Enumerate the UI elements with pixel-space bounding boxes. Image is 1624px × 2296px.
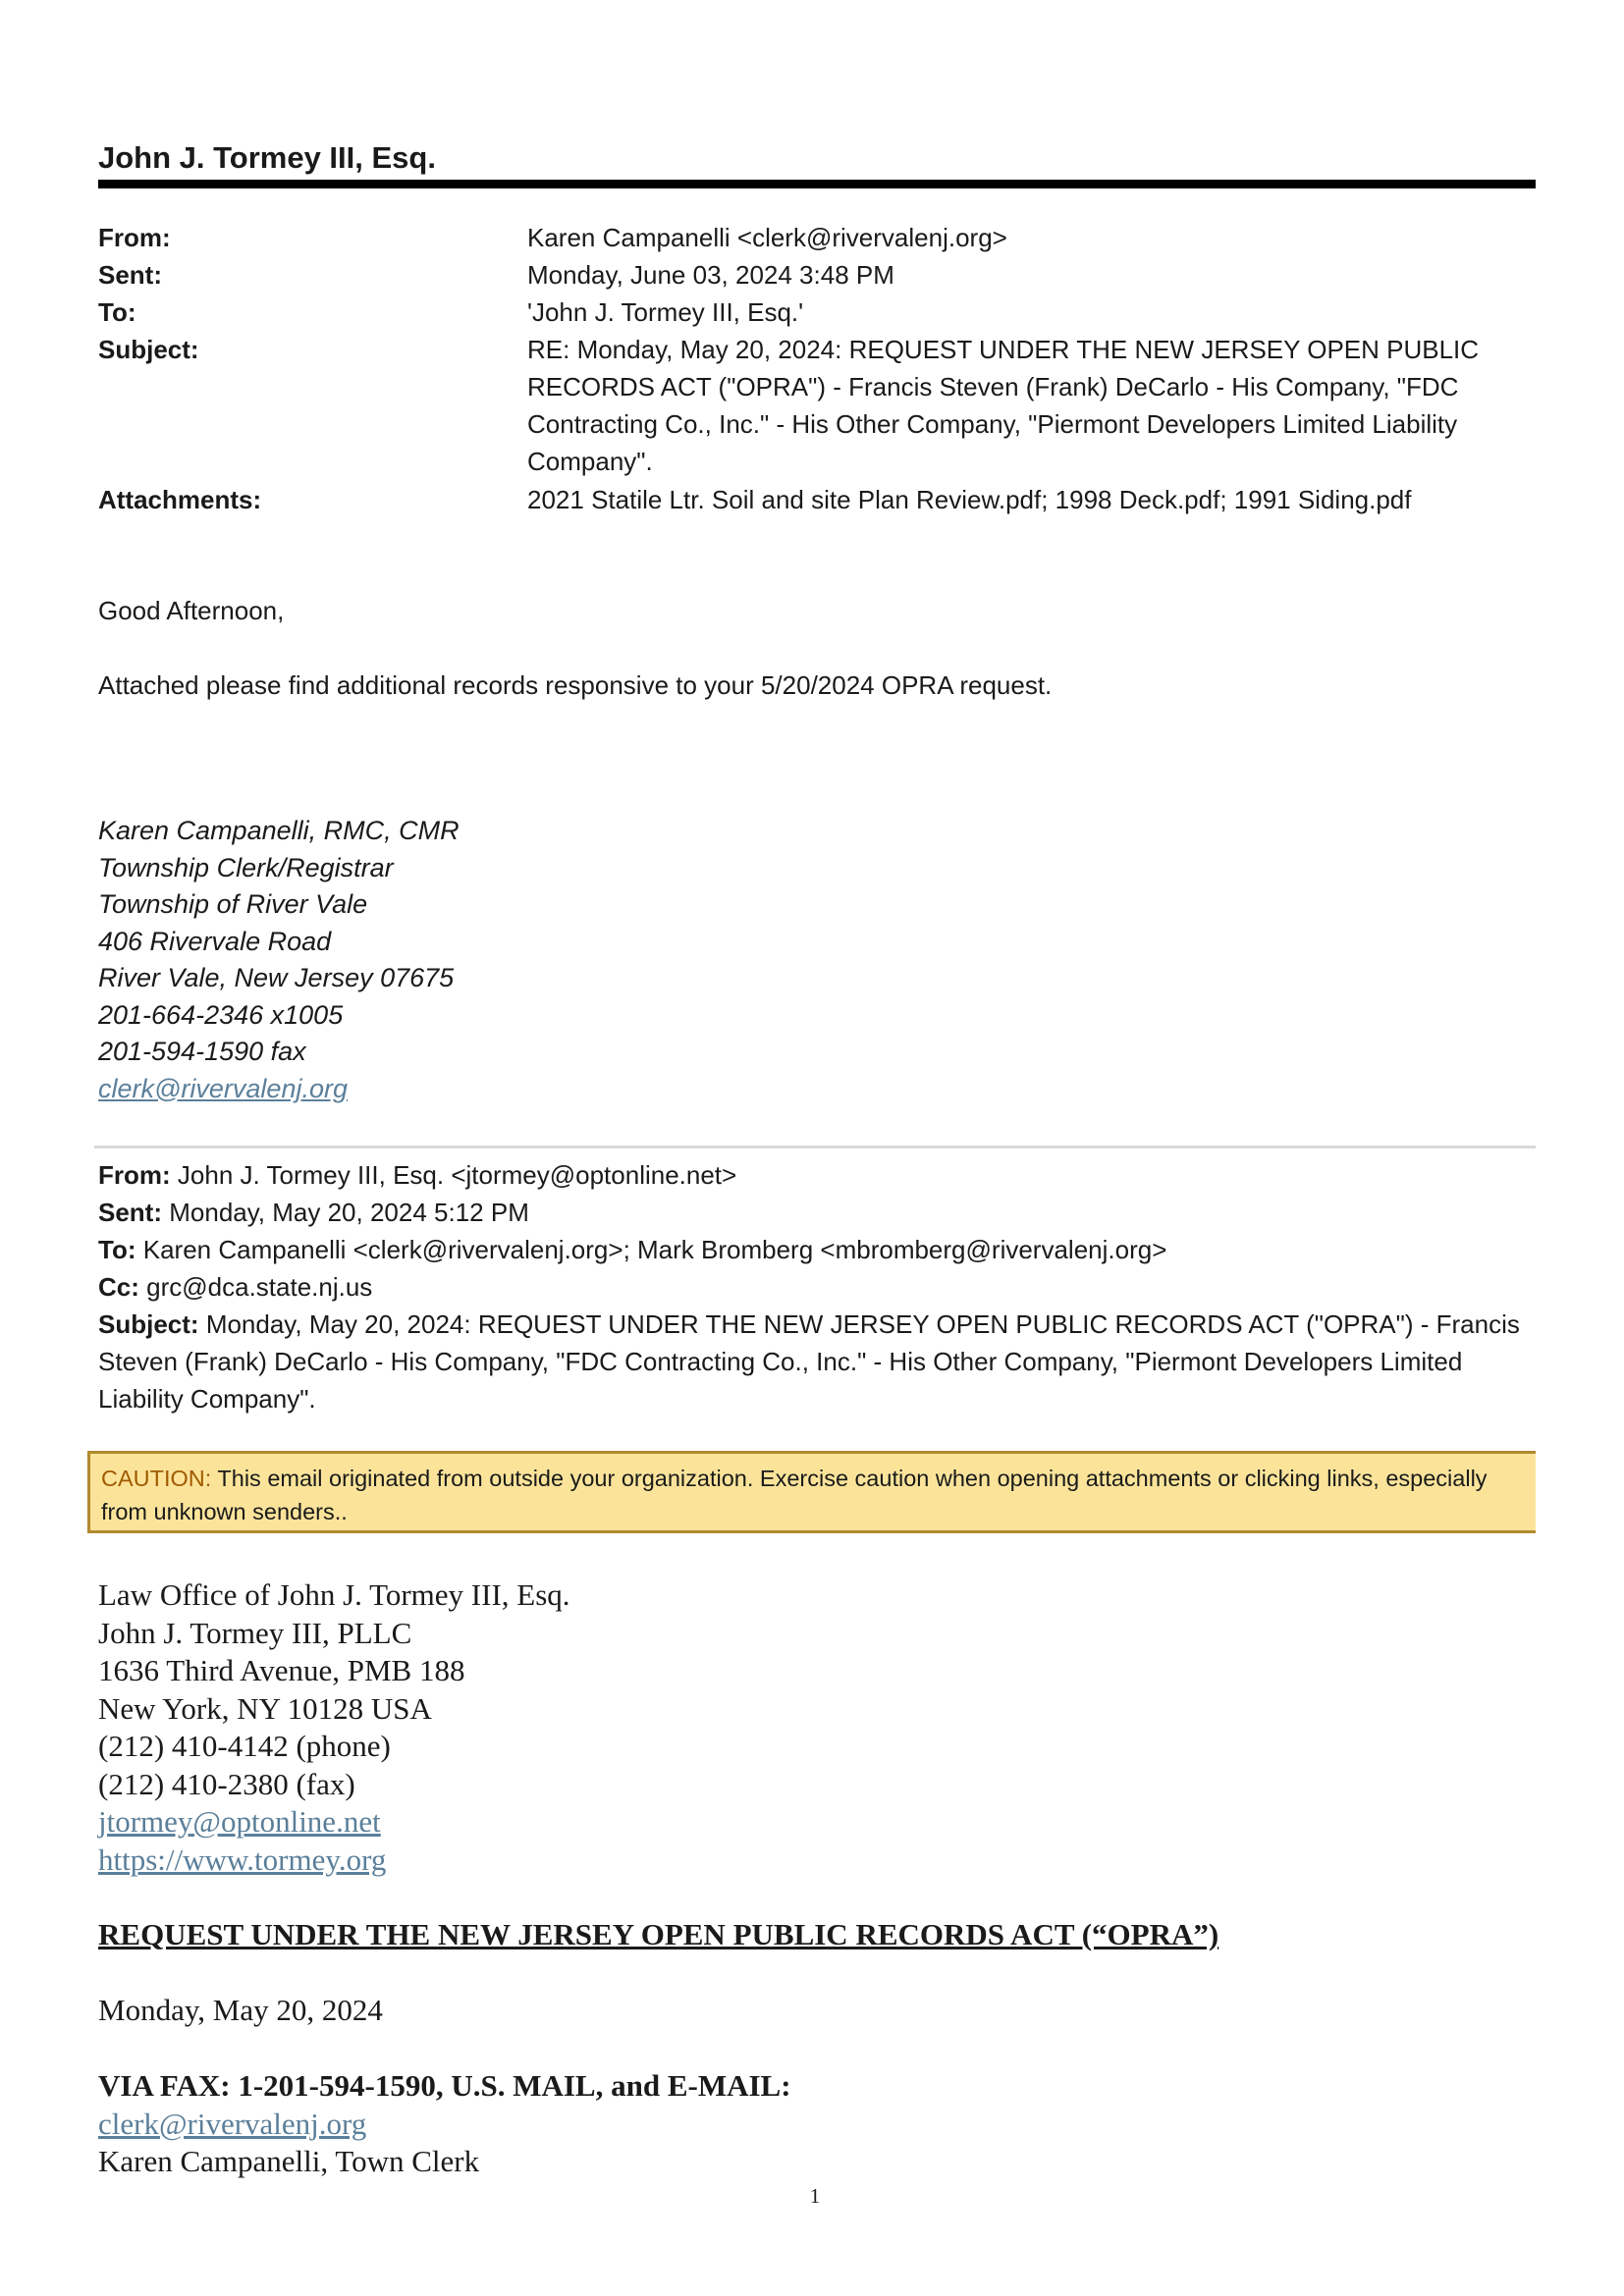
subject-value: RE: Monday, May 20, 2024: REQUEST UNDER THE NEW JERSEY OPEN PUBLIC RECORDS ACT ("OPRA") - Francis Steven (Frank) DeCarlo - His Company, "FDC Contracting Co., Inc." - His Other Company, "Piermont Developers Limited Liability Company". — [527, 335, 1480, 476]
greeting: Good Afternoon, — [98, 596, 285, 625]
page-number: 1 — [809, 2184, 821, 2208]
request-date: Monday, May 20, 2024 — [98, 1993, 383, 2027]
law-office-line: Law Office of John J. Tormey III, Esq. — [98, 1577, 570, 1612]
document-title: John J. Tormey III, Esq. — [98, 140, 436, 175]
to-value: 'John J. Tormey III, Esq.' — [527, 297, 804, 327]
signature-line: Karen Campanelli, RMC, CMR — [98, 816, 460, 845]
subject-label: Subject: — [98, 335, 199, 364]
clerk-signature — [98, 813, 460, 1107]
orig-subject-label: Subject: — [98, 1309, 199, 1339]
caution-text: This email originated from outside your organization. Exercise caution when opening attachments or clicking links, especially from unknown senders.. — [101, 1466, 1488, 1524]
from-value: Karen Campanelli <clerk@rivervalenj.org> — [527, 223, 1007, 252]
orig-cc-label: Cc: — [98, 1272, 139, 1302]
reply-message: Attached please find additional records responsive to your 5/20/2024 OPRA request. — [98, 670, 1053, 700]
orig-subject-value: Monday, May 20, 2024: REQUEST UNDER THE NEW JERSEY OPEN PUBLIC RECORDS ACT ("OPRA") - Francis Steven (Frank) DeCarlo - His Company, "FDC Contracting Co., Inc." - His Other Company, "Piermont Developers Limited Liability Company". — [98, 1309, 1520, 1414]
orig-sent-value: Monday, May 20, 2024 5:12 PM — [169, 1198, 529, 1227]
law-office-line: 1636 Third Avenue, PMB 188 — [98, 1653, 465, 1687]
law-office-block — [98, 1576, 570, 1879]
sent-value: Monday, June 03, 2024 3:48 PM — [527, 260, 894, 290]
from-label: From: — [98, 223, 171, 252]
via-block — [98, 2067, 791, 2181]
caution-banner — [87, 1451, 1536, 1533]
sent-label: Sent: — [98, 260, 162, 290]
law-office-line: New York, NY 10128 USA — [98, 1690, 432, 1726]
orig-to-label: To: — [98, 1235, 136, 1264]
law-office-line: (212) 410-2380 (fax) — [98, 1766, 355, 1801]
orig-to-value: Karen Campanelli <clerk@rivervalenj.org>; Mark Bromberg <mbromberg@rivervalenj.org> — [142, 1235, 1167, 1264]
request-heading: REQUEST UNDER THE NEW JERSEY OPEN PUBLIC RECORDS ACT (“OPRA”) — [98, 1917, 1219, 1951]
attachments-value[interactable]: 2021 Statile Ltr. Soil and site Plan Review.pdf; 1998 Deck.pdf; 1991 Siding.pdf — [527, 485, 1412, 514]
orig-cc-value: grc@dca.state.nj.us — [146, 1272, 373, 1302]
via-email-link[interactable]: clerk@rivervalenj.org — [98, 2106, 367, 2141]
signature-line: Township of River Vale — [98, 889, 368, 919]
original-message-header — [98, 1156, 1536, 1417]
clerk-email-link[interactable]: clerk@rivervalenj.org — [98, 1073, 348, 1103]
message-separator — [94, 1146, 1536, 1148]
orig-sent-label: Sent: — [98, 1198, 162, 1227]
law-office-line: John J. Tormey III, PLLC — [98, 1615, 412, 1650]
signature-line: 201-594-1590 fax — [98, 1037, 306, 1066]
recipient-line: Karen Campanelli, Town Clerk — [98, 2144, 480, 2178]
law-office-line: (212) 410-4142 (phone) — [98, 1729, 391, 1763]
caution-label: CAUTION: — [101, 1466, 212, 1491]
to-label: To: — [98, 297, 136, 327]
title-rule — [98, 180, 1536, 188]
tormey-website-link[interactable]: https://www.tormey.org — [98, 1842, 387, 1877]
signature-line: 201-664-2346 x1005 — [98, 999, 344, 1030]
tormey-email-link[interactable]: jtormey@optonline.net — [98, 1804, 381, 1839]
via-line: VIA FAX: 1-201-594-1590, U.S. MAIL, and E-MAIL: — [98, 2068, 791, 2103]
orig-from-label: From: — [98, 1160, 171, 1190]
orig-from-value: John J. Tormey III, Esq. <jtormey@optonline.net> — [177, 1160, 737, 1190]
signature-line: 406 Rivervale Road — [98, 926, 332, 956]
attachments-label: Attachments: — [98, 485, 262, 514]
signature-line: Township Clerk/Registrar — [98, 852, 394, 882]
signature-line: River Vale, New Jersey 07675 — [98, 963, 455, 992]
